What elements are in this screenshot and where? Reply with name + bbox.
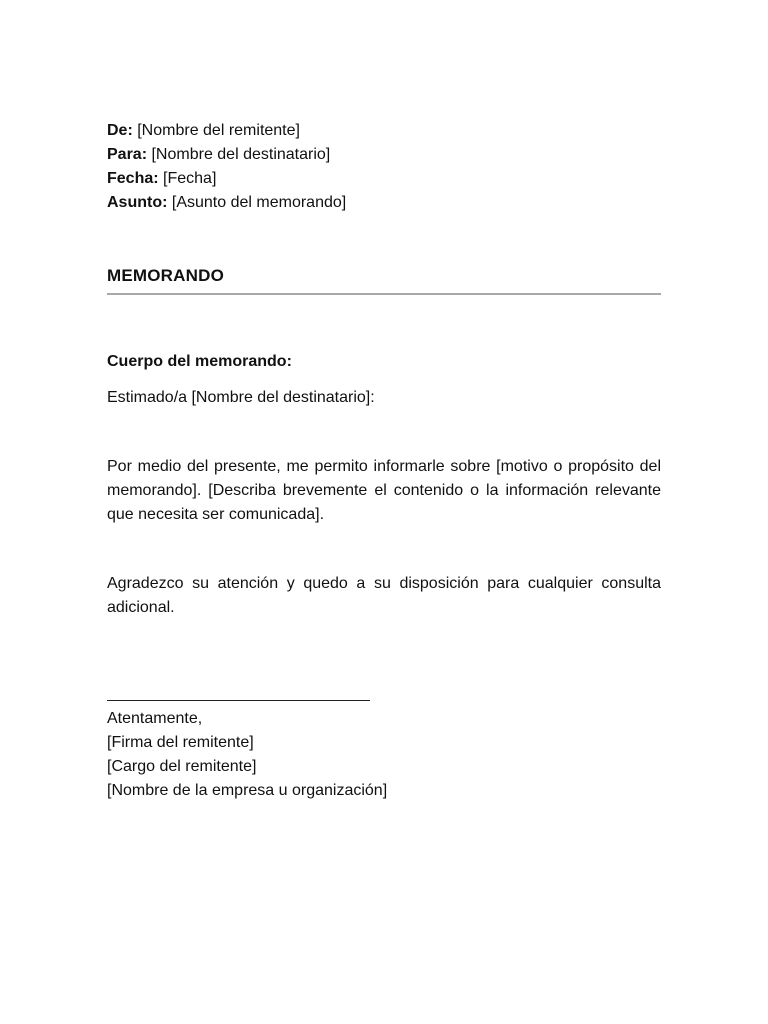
from-value: [Nombre del remitente] — [137, 122, 300, 139]
to-line — [107, 143, 661, 167]
sender-company: [Nombre de la empresa u organización] — [107, 782, 388, 799]
date-line — [107, 167, 661, 191]
greeting: Estimado/a [Nombre del destinatario]: — [107, 389, 375, 406]
subject-value: [Asunto del memorando] — [171, 194, 347, 211]
sender-signature: [Firma del remitente] — [107, 734, 254, 751]
body-heading: Cuerpo del memorando: — [107, 353, 292, 370]
memo-title: MEMORANDO — [107, 266, 225, 285]
to-value: [Nombre del destinatario] — [151, 146, 331, 163]
from-label: De: — [107, 122, 133, 139]
date-value: [Fecha] — [163, 170, 217, 187]
memo-content — [107, 119, 661, 803]
subject-label: Asunto: — [107, 194, 168, 211]
signature-line — [107, 699, 370, 701]
body-paragraph-2: Agradezco su atención y quedo a su disposición para cualquier consulta adicional. — [107, 575, 661, 616]
sender-position: [Cargo del remitente] — [107, 758, 257, 775]
signature-block — [107, 707, 661, 803]
subject-line — [107, 191, 661, 215]
title-block — [107, 264, 661, 295]
to-label: Para: — [107, 146, 148, 163]
body-paragraph-1: Por medio del presente, me permito informarle sobre [motivo o propósito del memorando]. [Describa brevemente el contenido o la información relevante que necesita ser comunicada]. — [107, 458, 661, 523]
date-label: Fecha: — [107, 170, 159, 187]
closing-text: Atentamente, — [107, 710, 203, 727]
from-line — [107, 119, 661, 143]
